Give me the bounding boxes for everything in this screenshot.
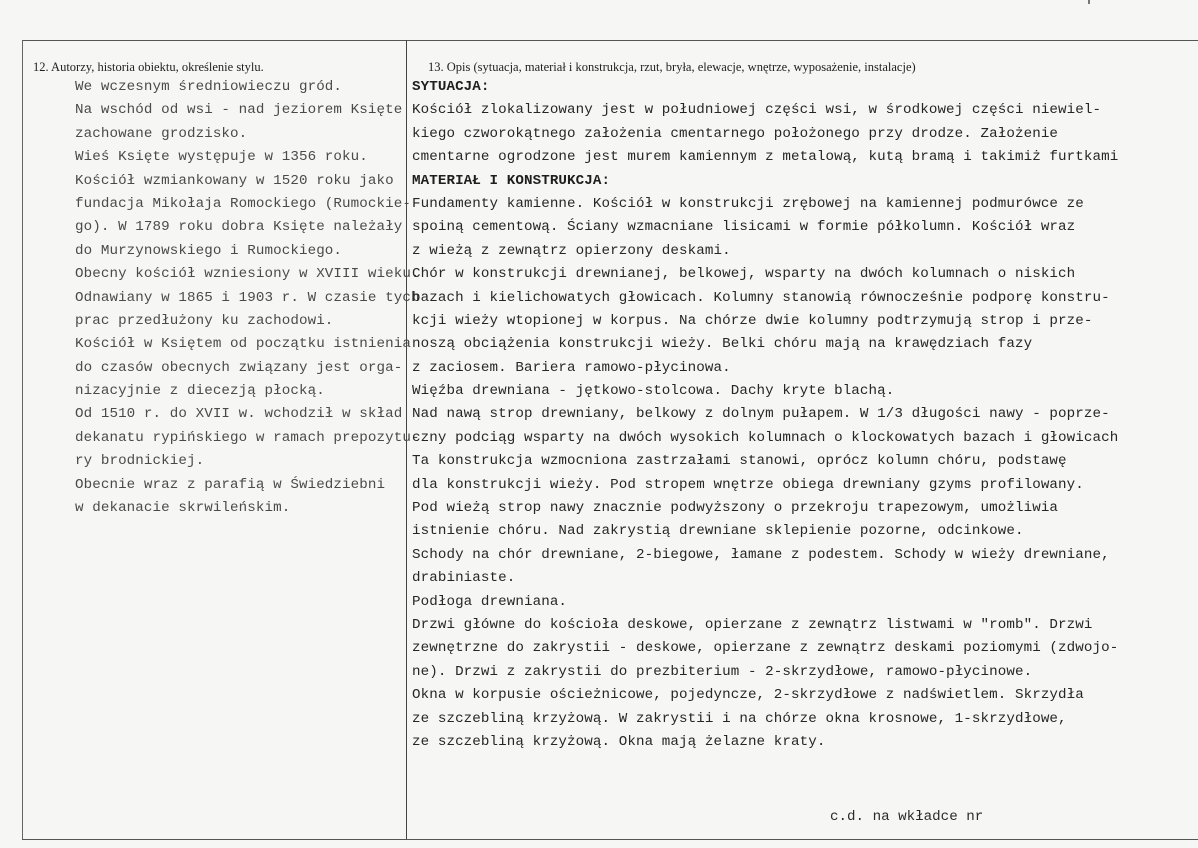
description-line: istnienie chóru. Nad zakrystią drewniane sklepienie pozorne, odcinkowe. <box>412 523 1024 540</box>
description-line: Drzwi główne do kościoła deskowe, opierzane z zewnątrz listwami w "romb". Drzwi <box>412 616 1093 633</box>
left-column-header: 12. Autorzy, historia obiektu, określenie stylu. <box>33 60 264 74</box>
history-line: Obecnie wraz z parafią w Świedziebni <box>75 476 386 493</box>
history-line: prac przedłużony ku zachodowi. <box>75 312 334 329</box>
description-line: bazach i kielichowatych głowicach. Kolumny stanowią równocześnie podporę konstru- <box>412 289 1110 306</box>
bottom-border-line <box>22 839 1198 840</box>
history-line: Obecny kościół wzniesiony w XVIII wieku. <box>75 266 420 283</box>
description-line: spoiną cementową. Ściany wzmacniane lisicami w formie półkolumn. Kościół wraz <box>412 219 1076 236</box>
history-line: Na wschód od wsi - nad jeziorem Księte <box>75 102 403 119</box>
description-line: Kościół zlokalizowany jest w południowej części wsi, w środkowej części niewiel- <box>412 102 1102 119</box>
top-border-line <box>22 40 1198 41</box>
history-line: w dekanacie skrwileńskim. <box>75 500 291 517</box>
description-line: Fundamenty kamienne. Kościół w konstrukcji zrębowej na kamiennej podmurówce ze <box>412 195 1084 212</box>
history-line: nizacyjnie z diecezją płocką. <box>75 383 325 400</box>
history-line: Kościół wzmiankowany w 1520 roku jako <box>75 172 394 189</box>
description-line: Pod wieżą strop nawy znacznie podwyższony o przekroju trapezowym, umożliwia <box>412 500 1059 517</box>
description-line: noszą obciążenia konstrukcji wieży. Belki chóru mają na krawędziach fazy <box>412 336 1033 353</box>
top-edge-mark <box>1088 0 1090 4</box>
history-line: dekanatu rypińskiego w ramach prepozytu- <box>75 429 420 446</box>
section-heading: SYTUACJA: <box>412 79 490 95</box>
description-line: kiego czworokątnego założenia cmentarnego położonego przy drodze. Założenie <box>412 125 1059 142</box>
history-text <box>75 76 420 520</box>
description-line: z zaciosem. Bariera ramowo-płycinowa. <box>412 359 731 376</box>
description-line: Schody na chór drewniane, 2-biegowe, łamane z podestem. Schody w wieży drewniane, <box>412 546 1110 563</box>
history-line: zachowane grodzisko. <box>75 125 248 142</box>
description-line: zewnętrzne do zakrystii - deskowe, opierzane z zewnątrz deskami poziomymi (zdwojo- <box>412 640 1119 657</box>
history-line: go). W 1789 roku dobra Księte należały <box>75 219 403 236</box>
description-line: dla konstrukcji wieży. Pod stropem wnętrze obiega drewniany gzyms profilowany. <box>412 476 1084 493</box>
history-line: fundacja Mikołaja Romockiego (Rumockie- <box>75 195 411 212</box>
description-line: Ta konstrukcja wzmocniona zastrzałami stanowi, oprócz kolumn chóru, podstawę <box>412 453 1067 470</box>
section-heading: MATERIAŁ I KONSTRUKCJA: <box>412 172 611 189</box>
description-line: ze szczebliną krzyżową. Okna mają żelazne kraty. <box>412 733 826 750</box>
history-line: Od 1510 r. do XVII w. wchodził w skład <box>75 406 403 423</box>
history-line: do Murzynowskiego i Rumockiego. <box>75 242 343 259</box>
history-line: Wieś Księte występuje w 1356 roku. <box>75 149 368 166</box>
history-line: do czasów obecnych związany jest orga- <box>75 359 403 376</box>
description-line: ze szczebliną krzyżową. W zakrystii i na chórze okna krosnowe, 1-skrzydłowe, <box>412 710 1067 727</box>
description-line: cmentarne ogrodzone jest murem kamiennym z metalową, kutą bramą i takimiż furtkami <box>412 149 1119 166</box>
description-line: Nad nawą strop drewniany, belkowy z dolnym pułapem. W 1/3 długości nawy - poprze- <box>412 406 1110 423</box>
history-line: We wczesnym średniowieczu gród. <box>75 79 343 95</box>
description-line: kcji wieży wtopionej w korpus. Na chórze dwie kolumny podtrzymują strop i prze- <box>412 312 1093 329</box>
history-line: Kościół w Księtem od początku istnienia <box>75 336 411 353</box>
description-line: drabiniaste. <box>412 570 516 587</box>
description-line: ne). Drzwi z zakrystii do prezbiterium - 2-skrzydłowe, ramowo-płycinowe. <box>412 663 1033 680</box>
description-line: Okna w korpusie ościeżnicowe, pojedyncze, 2-skrzydłowe z nadświetlem. Skrzydła <box>412 687 1084 704</box>
right-column-header: 13. Opis (sytuacja, materiał i konstrukcja, rzut, bryła, elewacje, wnętrze, wyposażenie, instalacje) <box>428 60 916 74</box>
history-line: Odnawiany w 1865 i 1903 r. W czasie tych <box>75 289 420 306</box>
continuation-note: c.d. na wkładce nr <box>830 809 984 825</box>
description-line: z wieżą z zewnątrz opierzony deskami. <box>412 242 731 259</box>
history-line: ry brodnickiej. <box>75 453 205 470</box>
description-line: czny podciąg wsparty na dwóch wysokich kolumnach o klockowatych bazach i głowicach <box>412 429 1119 446</box>
description-line: Chór w konstrukcji drewnianej, belkowej, wsparty na dwóch kolumnach o niskich <box>412 266 1076 283</box>
description-line: Podłoga drewniana. <box>412 593 568 610</box>
left-border-line <box>22 40 23 840</box>
description-line: Więźba drewniana - jętkowo-stolcowa. Dachy kryte blachą. <box>412 383 895 400</box>
description-text <box>412 76 1118 754</box>
